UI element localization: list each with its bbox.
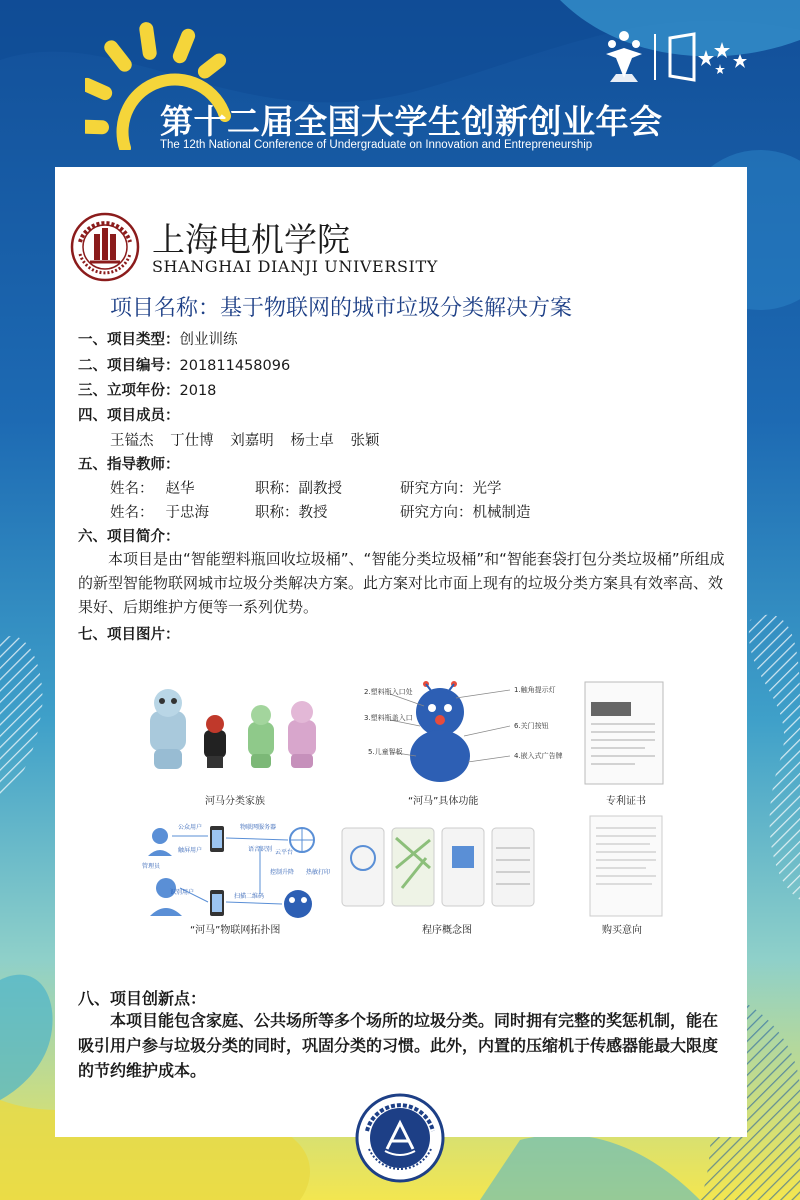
advisor-name-label: 姓名： <box>110 481 154 497</box>
images-label: 七、项目图片： <box>78 627 180 643</box>
function-label: 4.嵌入式广告牌 <box>514 752 563 760</box>
members-label: 四、项目成员： <box>78 408 180 424</box>
members-heading <box>78 404 180 425</box>
project-year-value: 2018 <box>179 383 217 399</box>
advisor-field <box>400 477 502 498</box>
program-concept-image <box>342 828 534 906</box>
advisor-field-value: 光学 <box>472 481 502 497</box>
advisor-field <box>400 501 531 522</box>
caption-robot-function: “河马”具体功能 <box>408 796 479 807</box>
topology-label: 管理员 <box>142 863 161 870</box>
topology-label: 物联网服务器 <box>240 824 277 831</box>
university-name-cn: 上海电机学院 <box>152 220 350 259</box>
advisor-name-label: 姓名： <box>110 505 154 521</box>
project-id <box>78 354 290 375</box>
advisor-field-label: 研究方向： <box>400 505 473 521</box>
images-heading <box>78 623 180 644</box>
project-title: 项目名称：基于物联网的城市垃圾分类解决方案 <box>110 296 573 321</box>
topology-label: 触屏用户 <box>178 847 203 854</box>
member-name: 丁仕博 <box>170 433 214 449</box>
member-name: 刘嘉明 <box>230 433 274 449</box>
project-id-label: 二、项目编号： <box>78 358 180 374</box>
function-label: 2.塑料瓶入口处 <box>364 688 413 696</box>
advisor-name: 于忠海 <box>165 505 209 521</box>
topology-label: 语音识别 <box>248 846 273 853</box>
members-list <box>110 429 379 450</box>
advisor-title-label: 职称： <box>255 505 299 521</box>
advisors-heading <box>78 453 180 474</box>
robot-function-image <box>390 681 510 782</box>
topology-label: 扫描二维码 <box>234 893 265 900</box>
conference-title: 第十二届全国大学生创新创业年会 <box>160 102 663 141</box>
university-logo-icon <box>70 212 140 282</box>
intro-label: 六、项目简介： <box>78 529 180 545</box>
advisor-row <box>110 501 209 522</box>
function-label: 1.触角提示灯 <box>514 686 556 694</box>
caption-purchase: 购买意向 <box>602 925 642 936</box>
advisor-title <box>255 501 328 522</box>
topology-label: 热敏打印 <box>306 869 331 876</box>
innovation-paragraph: 本项目能包含家庭、公共场所等多个场所的垃圾分类。同时拥有完整的奖惩机制，能在吸引用户参与垃圾分类的同时，巩固分类的习惯。此外，内置的压缩机于传感器能最大限度的节约维护成本。 <box>78 1011 719 1080</box>
intro-paragraph: 本项目是由“智能塑料瓶回收垃圾桶”、“智能分类垃圾桶”和“智能套袋打包分类垃圾桶”所组成的新型智能物联网城市垃圾分类解决方案。此方案对比市面上现有的垃圾分类方案具有效率高、效果好、后期维护方便等一系列优势。 <box>78 550 725 616</box>
caption-program: 程序概念图 <box>422 925 472 936</box>
advisor-title-label: 职称： <box>255 481 299 497</box>
project-year-label: 三、立项年份： <box>78 383 180 399</box>
university-name-en: SHANGHAI DIANJI UNIVERSITY <box>152 257 438 276</box>
caption-topology: “河马”物联网拓扑图 <box>190 925 281 936</box>
member-name: 张颖 <box>350 433 380 449</box>
university-seal-icon <box>355 1093 445 1183</box>
topology-label: 控制升降 <box>270 869 295 876</box>
project-type-value: 创业训练 <box>179 332 238 348</box>
member-name: 杨士卓 <box>290 433 334 449</box>
advisor-title <box>255 477 342 498</box>
project-type-label: 一、项目类型： <box>78 332 180 348</box>
function-label: 5.儿童智板 <box>368 748 403 756</box>
caption-robot-family: 河马分类家族 <box>205 796 265 807</box>
function-label: 3.塑料瓶盖入口 <box>364 714 413 722</box>
advisor-field-value: 机械制造 <box>472 505 531 521</box>
header <box>0 0 800 165</box>
advisor-title-value: 教授 <box>298 505 328 521</box>
advisors-label: 五、指导教师： <box>78 457 180 473</box>
robot-family-image <box>150 689 316 769</box>
advisor-title-value: 副教授 <box>298 481 342 497</box>
caption-patent: 专利证书 <box>606 796 646 807</box>
purchase-intention-image <box>590 816 662 916</box>
intro-heading <box>78 525 180 546</box>
project-id-value: 201811458096 <box>179 358 291 374</box>
project-images <box>130 676 690 946</box>
topology-label: 识别用户 <box>170 889 195 896</box>
member-name: 王镒杰 <box>110 433 154 449</box>
advisor-name: 赵华 <box>165 481 195 497</box>
innovation-heading <box>78 986 206 1009</box>
conference-subtitle: The 12th National Conference of Undergraduate on Innovation and Entrepreneurship <box>160 139 593 151</box>
organizer-logos-icon <box>602 28 752 88</box>
project-type <box>78 328 238 349</box>
topology-label: 云平台 <box>275 849 294 856</box>
project-year <box>78 379 216 400</box>
topology-label: 公众用户 <box>178 824 203 831</box>
advisor-field-label: 研究方向： <box>400 481 473 497</box>
patent-certificate-image <box>585 682 663 784</box>
innovation-label: 八、项目创新点： <box>78 989 207 1008</box>
function-label: 6.关门按钮 <box>514 722 549 730</box>
advisor-row <box>110 477 195 498</box>
